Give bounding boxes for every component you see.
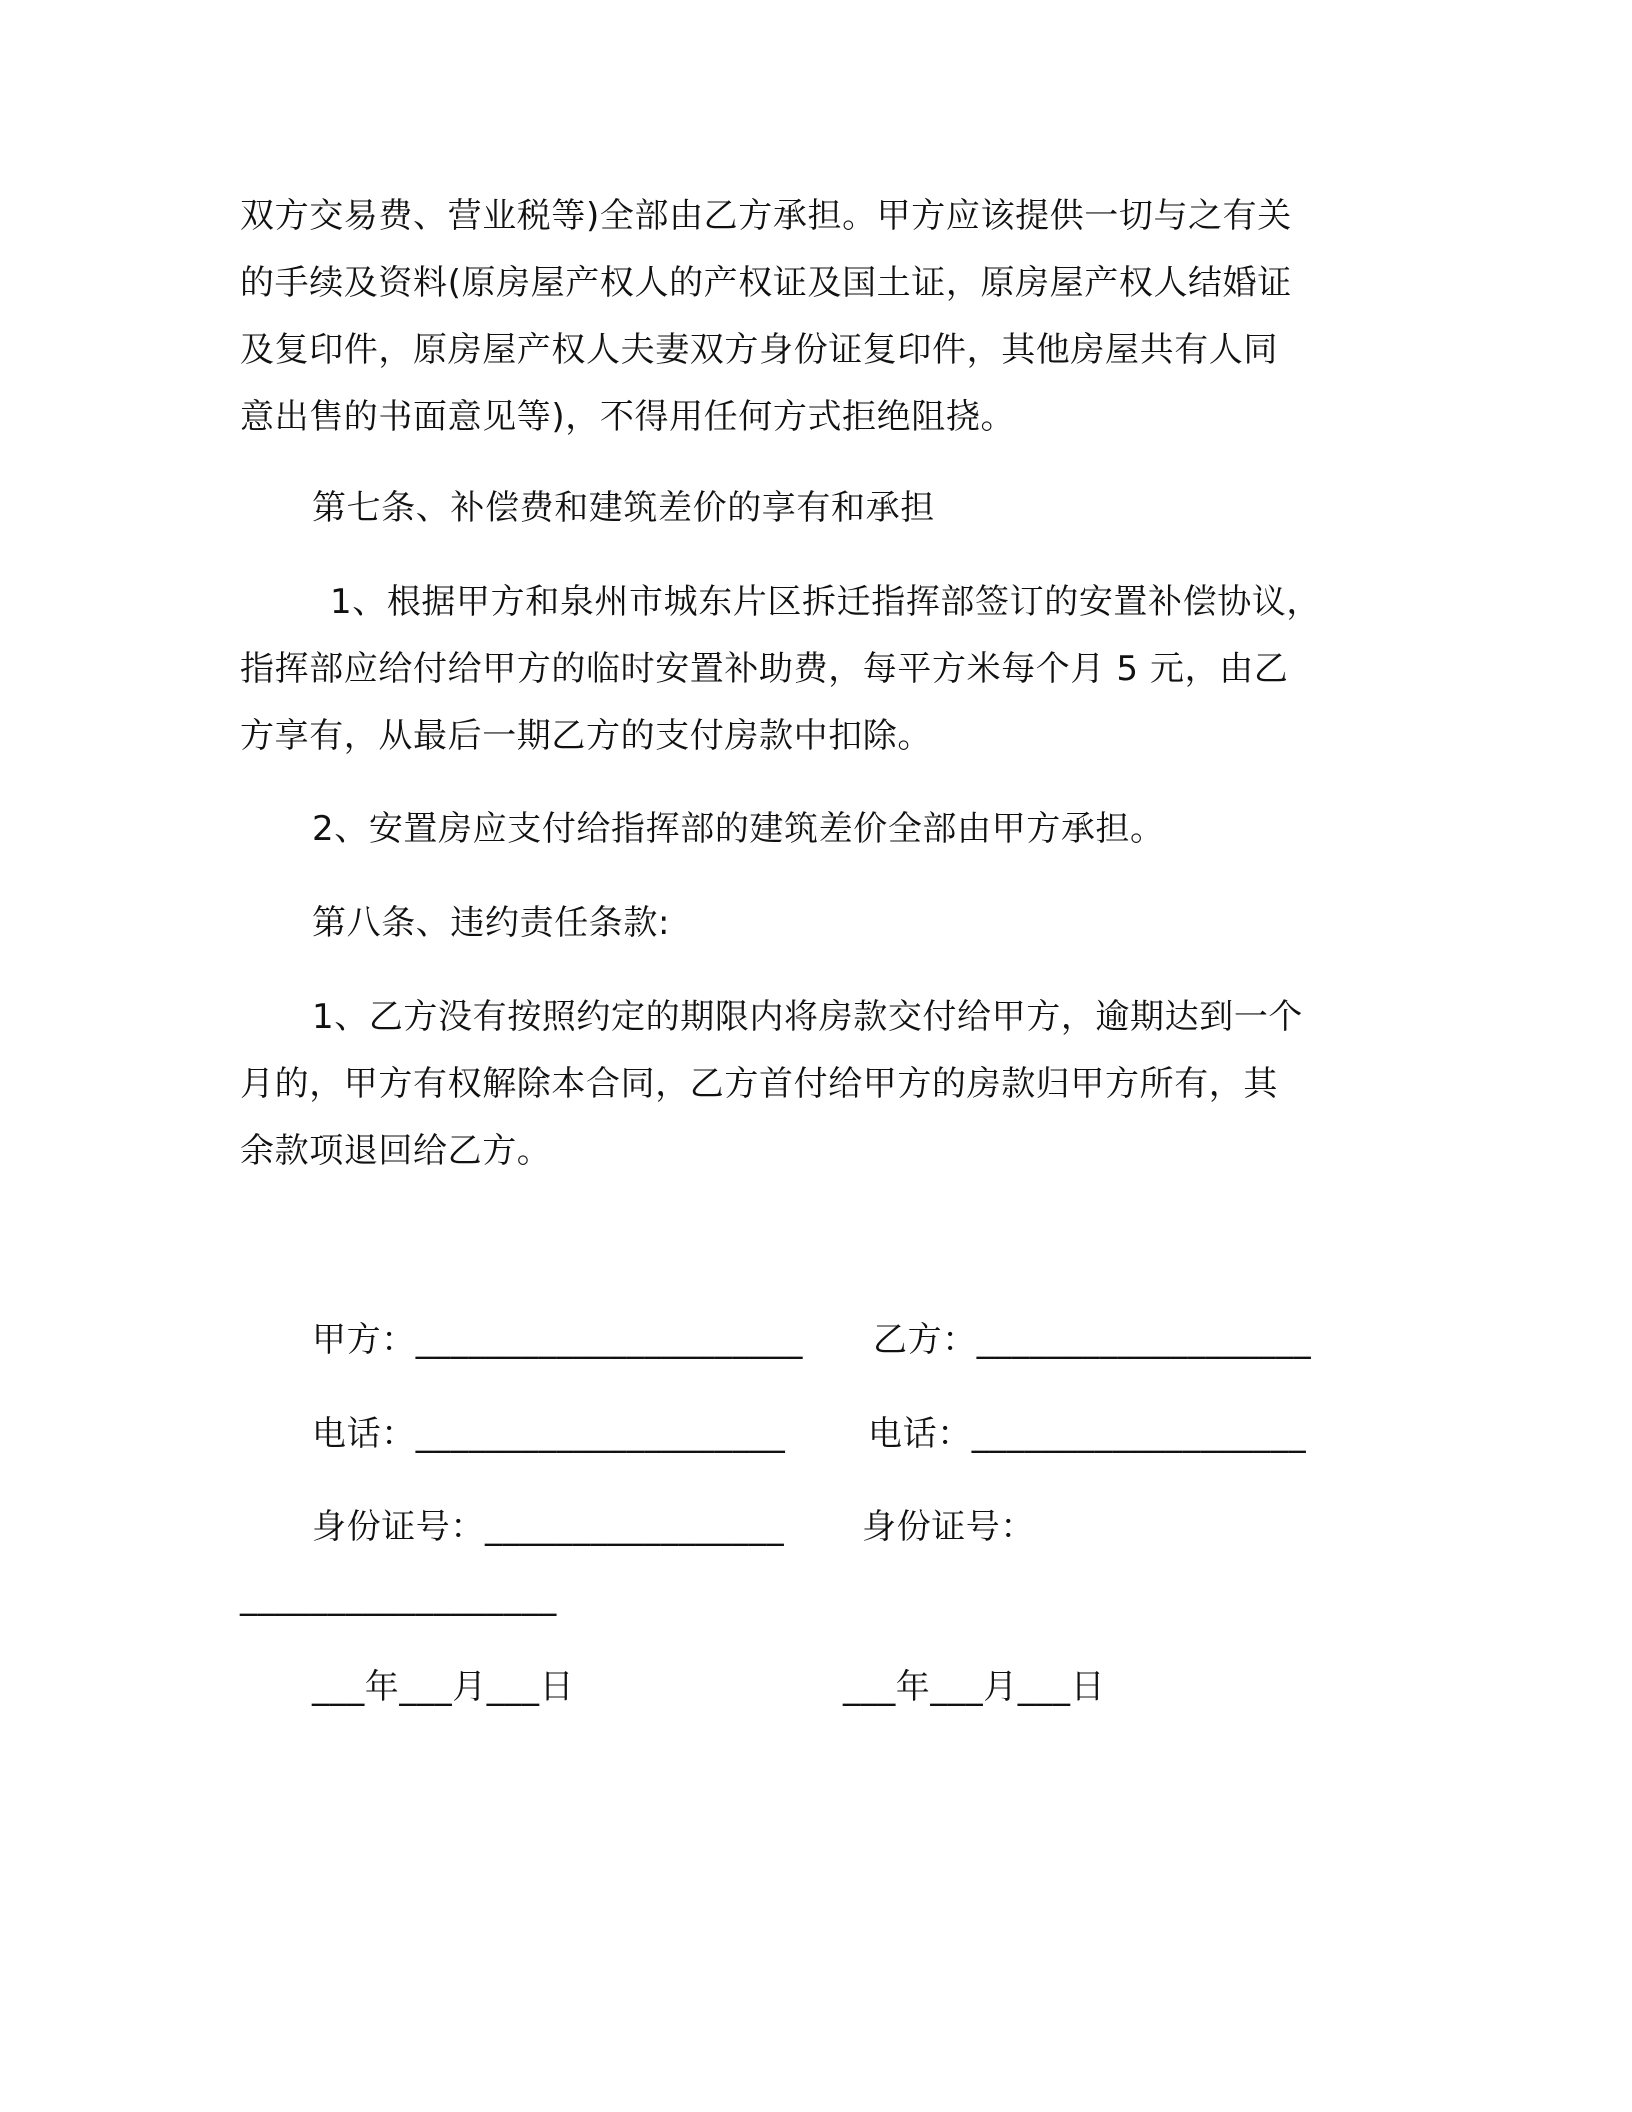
article7-item1-line-3: 方享有，从最后一期乙方的支付房款中扣除。 [240, 716, 932, 756]
article8-heading: 第八条、违约责任条款: [312, 903, 671, 943]
party-a-signature-line: 甲方：______________________ [312, 1320, 803, 1360]
article6-line-3: 及复印件，原房屋产权人夫妻双方身份证复印件，其他房屋共有人同 [240, 330, 1278, 370]
article6-line-1: 双方交易费、营业税等)全部由乙方承担。甲方应该提供一切与之有关 [240, 196, 1292, 236]
article6-line-2: 的手续及资料(原房屋产权人的产权证及国土证，原房屋产权人结婚证 [240, 263, 1292, 303]
party-a-phone-line: 电话：_____________________ [312, 1414, 786, 1454]
article7-item1-line-1: 1、根据甲方和泉州市城东片区拆迁指挥部签订的安置补偿协议， [330, 582, 1322, 622]
party-b-id-line: __________________ [240, 1577, 557, 1617]
article7-heading: 第七条、补偿费和建筑差价的享有和承担 [312, 488, 935, 528]
article8-item1-line-2: 月的，甲方有权解除本合同，乙方首付给甲方的房款归甲方所有，其 [240, 1064, 1278, 1104]
party-a-id-line: 身份证号：_________________ [312, 1507, 785, 1547]
party-b-signature-line: 乙方：___________________ [873, 1320, 1312, 1360]
party-b-phone-line: 电话：___________________ [868, 1414, 1307, 1454]
party-b-date-line: ___年___月___日 [843, 1667, 1106, 1707]
article7-item2: 2、安置房应支付给指挥部的建筑差价全部由甲方承担。 [312, 809, 1165, 849]
party-a-date-line: ___年___月___日 [312, 1667, 575, 1707]
article7-item1-line-2: 指挥部应给付给甲方的临时安置补助费，每平方米每个月 5 元，由乙 [240, 649, 1289, 689]
article8-item1-line-1: 1、乙方没有按照约定的期限内将房款交付给甲方，逾期达到一个 [312, 997, 1304, 1037]
article8-item1-line-3: 余款项退回给乙方。 [240, 1131, 552, 1171]
article6-line-4: 意出售的书面意见等)，不得用任何方式拒绝阻挠。 [240, 397, 1016, 437]
party-b-id-label: 身份证号： [862, 1507, 1035, 1547]
